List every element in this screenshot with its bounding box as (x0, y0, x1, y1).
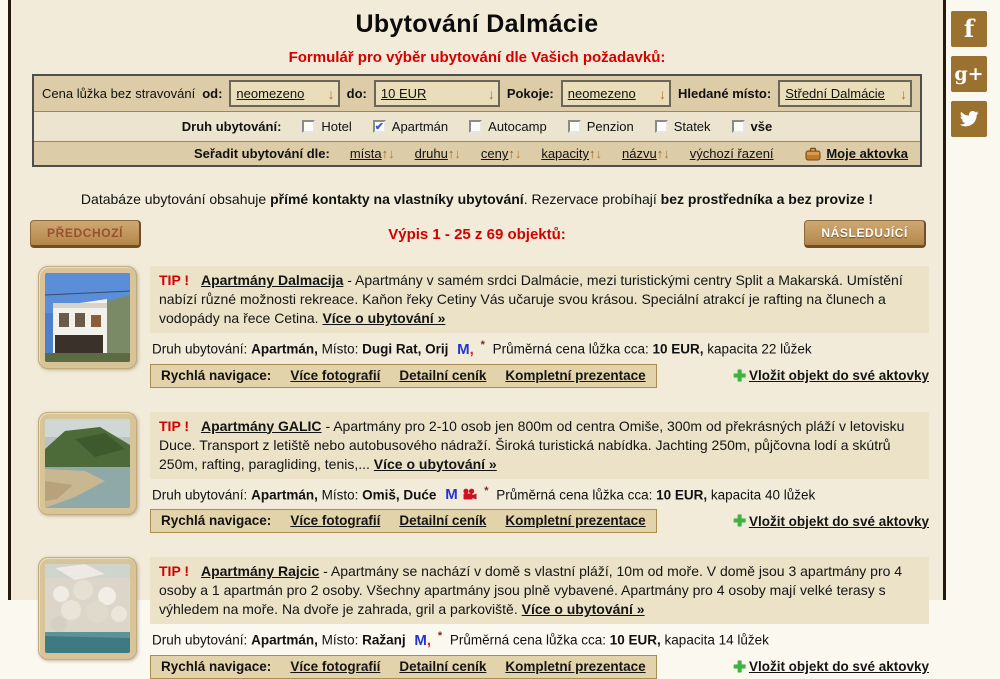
facebook-icon: f (963, 14, 975, 43)
quick-nav-box (150, 509, 657, 533)
sort-link-nazvu[interactable] (622, 146, 670, 161)
price-from-select[interactable] (229, 80, 339, 107)
to-label: do: (346, 86, 367, 101)
dropdown-arrow-icon: ↓ (659, 85, 667, 102)
sort-desc-icon[interactable]: ↓ (595, 146, 603, 161)
checkbox-statek[interactable] (655, 119, 711, 134)
meta-capacity: kapacita 14 lůžek (664, 632, 769, 648)
sort-desc-icon[interactable]: ↓ (514, 146, 522, 161)
rooms-select[interactable] (561, 80, 671, 107)
filter-form (32, 74, 922, 167)
place-select[interactable] (778, 80, 912, 107)
checkbox-box[interactable] (373, 120, 386, 133)
checkbox-label: Autocamp (488, 119, 547, 134)
tip-badge: TIP ! (159, 563, 190, 579)
sort-link-label: ceny (480, 146, 509, 161)
sort-asc-icon[interactable]: ↑ (508, 146, 515, 161)
checkbox-box[interactable] (732, 120, 745, 133)
dropdown-arrow-icon: ↓ (900, 85, 907, 102)
add-to-briefcase-link[interactable] (733, 512, 929, 530)
checkbox-label: Statek (673, 119, 711, 134)
meta-place-label: Místo: (321, 341, 359, 357)
meta-type-label: Druh ubytování: (152, 341, 248, 357)
full-presentation-link[interactable]: Kompletní prezentace (505, 513, 646, 528)
sort-label: Seřadit ubytování dle: (194, 146, 330, 161)
rooms-label: Pokoje: (506, 86, 554, 101)
checkbox-box[interactable] (302, 120, 315, 133)
listing-meta (150, 630, 929, 649)
checkbox-box[interactable] (568, 120, 581, 133)
my-briefcase-link[interactable] (805, 146, 908, 161)
sort-row (34, 142, 920, 165)
listing-description (150, 412, 929, 479)
listing-description (150, 266, 929, 333)
add-to-briefcase-label: Vložit objekt do své aktovky (748, 368, 929, 383)
beach-photo (45, 419, 130, 508)
previous-button[interactable]: PŘEDCHOZÍ (30, 220, 141, 248)
more-info-link[interactable]: Více o ubytování » (521, 601, 645, 617)
listing-nav-row (150, 509, 929, 533)
full-presentation-link[interactable]: Kompletní prezentace (505, 367, 646, 383)
sort-link-label: názvu (622, 146, 657, 161)
sort-link-label: místa (349, 146, 382, 161)
meta-price-label: Průměrná cena lůžka cca: (496, 487, 653, 502)
listing-body (150, 412, 929, 534)
more-info-link[interactable]: Více o ubytování » (322, 310, 446, 326)
info-bold: přímé kontakty na vlastníky ubytování (270, 191, 524, 207)
add-to-briefcase-label: Vložit objekt do své aktovky (748, 659, 929, 674)
meta-place-value: Dugi Rat, Orij (362, 341, 449, 357)
price-to-select[interactable] (374, 80, 500, 107)
sort-link-mista[interactable] (350, 146, 395, 161)
listing-description (150, 557, 929, 624)
form-heading: Formulář pro výběr ubytování dle Vašich požadavků: (288, 49, 666, 66)
sort-link-druhu[interactable] (415, 146, 461, 161)
price-label: Cena lůžka bez stravování (42, 86, 196, 101)
listing-meta (150, 485, 929, 504)
footnote-asterisk: * (480, 339, 485, 351)
price-from-value: neomezeno (236, 86, 305, 101)
rocky-shore-photo (45, 564, 130, 653)
meta-place-label: Místo: (321, 632, 359, 648)
price-list-link[interactable]: Detailní ceník (399, 658, 487, 674)
checkbox-label: Apartmán (391, 119, 449, 134)
meta-capacity: kapacita 40 lůžek (710, 487, 816, 502)
listing-item (38, 266, 929, 388)
checkbox-vse[interactable] (732, 119, 773, 134)
pagination (11, 220, 943, 250)
map-icon[interactable]: M (445, 486, 458, 503)
meta-price-value: 10 EUR, (609, 632, 661, 648)
more-info-link[interactable]: Více o ubytování » (373, 455, 497, 472)
meta-type-label: Druh ubytování: (152, 487, 248, 502)
listing-item (38, 557, 929, 679)
info-text: . Rezervace probíhají (523, 191, 661, 207)
my-briefcase-label: Moje aktovka (826, 146, 908, 161)
listing-item (38, 412, 929, 534)
footnote-asterisk: * (484, 484, 489, 497)
place-value: Střední Dalmácie (785, 86, 885, 101)
plus-icon: ✚ (733, 367, 746, 385)
meta-price-label: Průměrná cena lůžka cca: (449, 632, 606, 648)
listing-photo[interactable] (38, 557, 137, 660)
price-list-link[interactable]: Detailní ceník (399, 367, 487, 383)
listing-name-link[interactable]: Apartmány Dalmacija (200, 272, 344, 288)
quick-nav-label: Rychlá navigace: (161, 367, 272, 383)
quick-nav-box (150, 655, 657, 679)
info-bold: bez prostředníka a bez provize ! (660, 191, 874, 207)
sort-asc-icon[interactable]: ↑ (447, 146, 455, 161)
listing-text: - Apartmány v samém srdci Dalmácie, mezi turistickými centry Split a Makarská. Umístění nabízí různé možnosti rekreace. Kaňon řeky Cetiny Vás učaruje svou krásou. Speciální atrakcí je rafting na člunech a vodopády na řece Cetina. (159, 272, 903, 326)
dropdown-arrow-icon: ↓ (327, 85, 335, 102)
map-icon[interactable]: M (457, 340, 470, 358)
listing-body (150, 266, 929, 388)
meta-type-value: Apartmán, (251, 632, 318, 648)
meta-price-value: 10 EUR, (652, 341, 704, 357)
quick-nav-label: Rychlá navigace: (161, 658, 272, 674)
listing-name-link[interactable]: Apartmány GALIC (200, 417, 322, 434)
meta-type-value: Apartmán, (251, 487, 318, 502)
quick-nav-label: Rychlá navigace: (161, 513, 272, 528)
listing-nav-row (150, 364, 929, 388)
meta-type-label: Druh ubytování: (152, 632, 248, 648)
add-to-briefcase-link[interactable] (733, 367, 929, 385)
footnote-asterisk: * (437, 630, 443, 642)
map-icon-dot: , (469, 340, 474, 358)
video-camera-icon[interactable] (462, 488, 477, 501)
from-label: od: (202, 86, 223, 101)
info-line (21, 191, 933, 207)
checkbox-label: Penzion (586, 119, 634, 134)
sort-asc-icon[interactable]: ↑ (656, 146, 664, 161)
listing-nav-row (150, 655, 929, 679)
plus-icon: ✚ (733, 513, 746, 530)
more-photos-link[interactable]: Více fotografií (290, 367, 381, 383)
meta-type-value: Apartmán, (251, 341, 318, 357)
quick-nav-box (150, 364, 657, 388)
google-plus-button[interactable] (951, 56, 987, 92)
google-plus-icon: g+ (954, 62, 984, 85)
price-row (34, 76, 920, 111)
listing-body (150, 557, 929, 679)
results-status: Výpis 1 - 25 z 69 objektů: (388, 226, 566, 243)
price-list-link[interactable]: Detailní ceník (399, 513, 487, 528)
listings (11, 266, 943, 679)
facebook-button[interactable] (951, 11, 987, 47)
sort-desc-icon[interactable]: ↓ (454, 146, 461, 161)
type-row (34, 111, 920, 142)
listing-name-link[interactable]: Apartmány Rajcic (200, 563, 320, 579)
checkbox-label: Hotel (321, 119, 352, 134)
meta-price-label: Průměrná cena lůžka cca: (492, 341, 649, 357)
tip-badge: TIP ! (159, 272, 190, 288)
listing-text: - Apartmány pro 2-10 osob jen 800m od centra Omiše, 300m od překrásných pláží v letovisku Duce. Transport z letiště nebo autobusového nádraží. Široká turistická nabídka. Jachting 250m, půjčovna lodí a skútrů 250m, rafting, paragliding, tenis,... (159, 417, 905, 472)
full-presentation-link[interactable]: Kompletní prezentace (505, 658, 646, 674)
checkbox-box[interactable] (655, 120, 668, 133)
meta-place-value: Omiš, Duće (362, 487, 437, 502)
sort-link-default[interactable] (690, 146, 774, 161)
add-to-briefcase-label: Vložit objekt do své aktovky (748, 513, 929, 529)
next-button[interactable]: NÁSLEDUJÍCÍ (804, 220, 926, 248)
price-to-value: 10 EUR (380, 86, 427, 101)
checkbox-hotel[interactable] (302, 119, 351, 134)
map-icon-dot: , (426, 631, 432, 649)
twitter-button[interactable] (951, 101, 987, 137)
meta-place-label: Místo: (321, 487, 359, 502)
checkbox-apartman[interactable] (373, 119, 448, 134)
house-photo (45, 273, 130, 362)
tip-badge: TIP ! (159, 417, 190, 434)
meta-price-value: 10 EUR, (656, 487, 708, 502)
checkbox-label: vše (750, 119, 773, 134)
info-text: Databáze ubytování obsahuje (80, 191, 271, 207)
meta-capacity: kapacita 22 lůžek (707, 341, 812, 357)
sort-desc-icon[interactable]: ↓ (388, 146, 395, 161)
sort-desc-icon[interactable]: ↓ (663, 146, 670, 161)
checkbox-box[interactable] (469, 120, 482, 133)
check-icon: ✔ (374, 121, 384, 133)
sort-link-label: výchozí řazení (689, 146, 774, 161)
sort-asc-icon[interactable]: ↑ (381, 146, 389, 161)
listing-photo[interactable] (38, 412, 137, 515)
page-title: Ubytování Dalmácie (355, 10, 599, 38)
dropdown-arrow-icon: ↓ (487, 85, 495, 102)
sort-link-label: kapacity (541, 146, 590, 161)
checkbox-penzion[interactable] (568, 119, 634, 134)
rooms-value: neomezeno (567, 86, 636, 101)
sort-link-label: druhu (414, 146, 448, 161)
sort-link-ceny[interactable] (481, 146, 521, 161)
sort-asc-icon[interactable]: ↑ (589, 146, 596, 161)
social-bar (951, 11, 987, 137)
place-label: Hledané místo: (678, 86, 772, 101)
twitter-icon (959, 110, 979, 128)
add-to-briefcase-link[interactable] (733, 658, 929, 676)
meta-place-value: Ražanj (362, 632, 406, 648)
checkbox-autocamp[interactable] (469, 119, 547, 134)
plus-icon: ✚ (733, 658, 746, 676)
more-photos-link[interactable]: Více fotografií (290, 513, 381, 528)
listing-text: - Apartmány se nachází v domě s vlastní pláží, 10m od moře. V domě jsou 3 apartmány pro 4 osoby a 1 apartmán pro 2 osoby. Všechny apartmány jsou plně vybavené. Apartmány pro 4 osoby mají velké terasy s výhledem na moře. Na dvoře je zahrada, gril a parkoviště. (159, 563, 903, 617)
briefcase-icon (805, 147, 821, 161)
sort-link-kapacity[interactable] (541, 146, 602, 161)
type-row-label: Druh ubytování: (181, 119, 282, 134)
page (8, 0, 946, 676)
map-icon[interactable]: M (414, 631, 427, 649)
listing-photo[interactable] (38, 266, 137, 369)
more-photos-link[interactable]: Více fotografií (290, 658, 381, 674)
listing-meta (150, 339, 929, 358)
